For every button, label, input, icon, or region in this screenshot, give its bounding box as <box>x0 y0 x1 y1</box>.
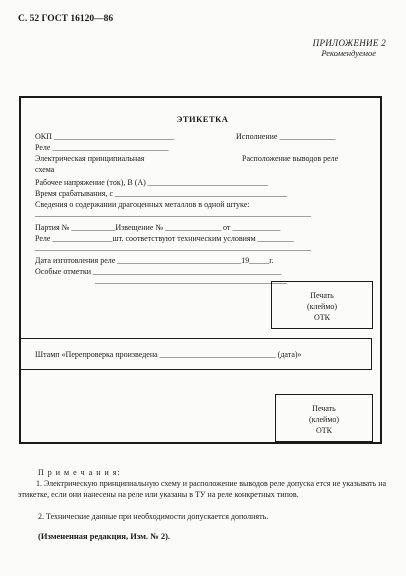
date-field: Дата изготовления реле _______________________________19_____г. <box>35 256 274 265</box>
page-header: С. 52 ГОСТ 16120—86 <box>18 14 114 24</box>
relay-qty-field: Реле _______________шт. соответствуют техническим условиям _________ <box>35 234 294 243</box>
stamp-text: Печать <box>312 404 336 413</box>
label-form <box>19 96 382 444</box>
version-field: Исполнение ______________ <box>236 132 336 141</box>
label-title: ЭТИКЕТКА <box>176 114 229 124</box>
note-1: 1. Электрическую принципиальную схему и расположение выводов реле допуска ется не указывать на этикетке, если они нанесены на реле или указаны в ТУ на реле конкретных типов. <box>18 479 387 499</box>
blank-line: _____________________________________________________________________ <box>35 209 311 218</box>
terminals-label: Расположение выводов реле <box>242 154 339 163</box>
scheme-label-2: схема <box>35 165 55 174</box>
special-notes-field: Особые отметки _______________________________________________ <box>35 267 281 276</box>
stamp-text: (клеймо) <box>308 415 340 424</box>
note-2: 2. Технические данные при необходимости допускается дополнять. <box>38 512 269 521</box>
batch-field: Партия № ___________Извещение № ______________ от ____________ <box>35 223 281 232</box>
stamp-text: Печать <box>310 291 334 300</box>
notes-heading: П р и м е ч а н и я: <box>38 468 121 477</box>
otk-stamp-box <box>275 394 373 442</box>
appendix-subtitle: Рекомендуемое <box>321 48 376 58</box>
metals-field: Сведения о содержании драгоценных металлов в одной штуке: <box>35 200 250 209</box>
okp-field: ОКП ______________________________ <box>35 132 174 141</box>
recheck-stamp-text: Штамп «Перепроверка произведена _____________________________ (дата)» <box>35 350 302 359</box>
stamp-text: ОТК <box>314 313 330 322</box>
recheck-stamp-box <box>21 338 372 370</box>
scheme-label: Электрическая принципиальная <box>35 154 145 163</box>
time-field: Время срабатывания, с ___________________________________________ <box>35 189 288 198</box>
relay-field: Реле _____________________________ <box>35 143 169 152</box>
stamp-text: (клеймо) <box>306 302 338 311</box>
blank-line: ________________________________________________ <box>95 276 287 285</box>
stamp-text: ОТК <box>316 426 332 435</box>
otk-stamp-box <box>271 281 373 329</box>
voltage-field: Рабочее напряжение (ток), В (А) ______________________________ <box>35 178 268 187</box>
appendix-title: ПРИЛОЖЕНИЕ 2 <box>312 38 386 48</box>
revision-note: (Измененная редакция, Изм. № 2). <box>38 531 171 541</box>
blank-line: _____________________________________________________________________ <box>35 243 311 252</box>
